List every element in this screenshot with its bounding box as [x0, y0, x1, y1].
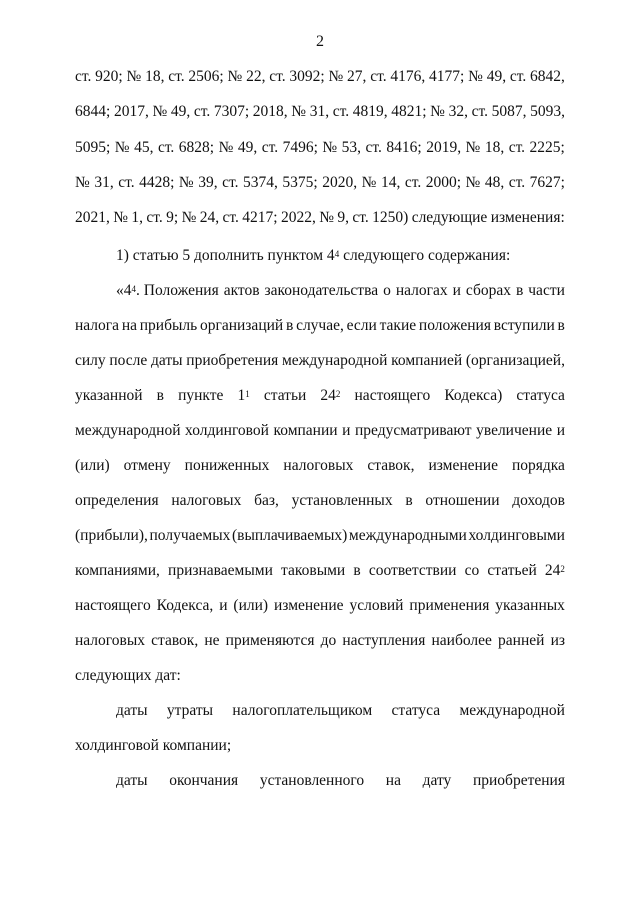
word: 14,	[380, 174, 401, 191]
word: окончания	[169, 772, 239, 789]
word: 6844;	[75, 103, 111, 120]
word: ст.	[118, 174, 135, 191]
word: части	[528, 282, 565, 299]
word: 24,	[199, 209, 220, 226]
word: 4176,	[390, 68, 426, 85]
word: №	[468, 68, 483, 85]
word: налогоплательщиком	[232, 702, 373, 719]
word: №	[465, 174, 481, 191]
word: 27,	[347, 68, 367, 85]
word: ст.	[75, 68, 92, 85]
word: в	[353, 562, 361, 579]
word: 5087,	[491, 103, 527, 120]
word: отмену	[123, 457, 171, 474]
word: №	[178, 174, 194, 191]
text-line	[75, 316, 565, 336]
word: холдинговыми	[468, 527, 565, 544]
word: 48,	[484, 174, 505, 191]
word: 49,	[486, 68, 507, 85]
word: предусматривают	[354, 422, 472, 439]
superscript: 1	[245, 389, 250, 399]
word: организаций	[199, 317, 284, 334]
word: получаемых	[149, 527, 231, 544]
word: ст.	[404, 174, 422, 191]
word: наступления	[342, 632, 426, 649]
word: 4428;	[139, 174, 175, 191]
word: 5375;	[282, 174, 318, 191]
word: настоящего	[75, 597, 151, 614]
word: на	[385, 772, 401, 789]
word: установленного	[259, 772, 365, 789]
word: №	[361, 174, 377, 191]
word: №	[322, 139, 338, 156]
word: положения	[418, 317, 491, 334]
word: компании	[273, 422, 338, 439]
word: настоящего	[354, 387, 431, 404]
word: ст.	[222, 174, 239, 191]
word: ст.	[269, 68, 286, 85]
word: 7307;	[213, 103, 250, 120]
text-line	[75, 421, 565, 441]
word: ст.	[352, 209, 369, 226]
word: налоговых	[75, 632, 145, 649]
word: №	[218, 139, 234, 156]
text-line	[116, 246, 565, 266]
word: случае,	[296, 317, 344, 334]
word: отношении	[425, 492, 500, 509]
word: условий	[349, 597, 404, 614]
word: 6828;	[178, 139, 215, 156]
word: и	[452, 282, 461, 299]
word: Кодекса,	[156, 597, 214, 614]
word: 2021,	[75, 209, 110, 226]
word: налога	[75, 317, 120, 334]
word: на	[121, 317, 137, 334]
text-line	[75, 456, 565, 476]
word: приобретения	[186, 352, 279, 369]
line-text: холдинговой компании;	[75, 737, 232, 754]
word: 6842,	[530, 68, 565, 85]
word: изменение	[274, 597, 344, 614]
word: и	[219, 597, 228, 614]
word: №	[114, 139, 130, 156]
word: вступили	[493, 317, 555, 334]
word: №	[113, 209, 129, 226]
word: дату	[422, 772, 452, 789]
word: ст.	[509, 68, 527, 85]
word: 9,	[337, 209, 350, 226]
text-line	[75, 386, 565, 406]
word: 7627;	[529, 174, 565, 191]
word: налогах	[395, 282, 448, 299]
word: статьи	[263, 387, 307, 404]
word: 49,	[237, 139, 258, 156]
word: 2020,	[322, 174, 358, 191]
word: 7496;	[282, 139, 318, 156]
word: изменения:	[490, 209, 565, 226]
word: 2225;	[529, 139, 565, 156]
word: №	[328, 68, 344, 85]
word: законодательства	[264, 282, 379, 299]
word: 45,	[134, 139, 154, 156]
word: ст.	[222, 209, 239, 226]
word: Кодекса)	[444, 387, 503, 404]
word: 53,	[341, 139, 362, 156]
word: установленных	[291, 492, 393, 509]
word: изменение	[428, 457, 498, 474]
word: ст.	[508, 174, 526, 191]
text-line	[75, 526, 565, 546]
superscript: 2	[560, 564, 565, 574]
text-line	[75, 666, 565, 686]
word: $24^2$	[320, 387, 341, 404]
word: 32,	[448, 103, 468, 120]
word: международной	[75, 422, 181, 439]
text-line	[75, 596, 565, 616]
word: актов	[223, 282, 260, 299]
word: указанной	[75, 387, 143, 404]
word: №	[181, 209, 197, 226]
line-text: следующих дат:	[75, 667, 181, 684]
word: 31,	[309, 103, 330, 120]
word: 5093,	[530, 103, 565, 120]
word: №	[227, 68, 243, 85]
word: ставок,	[367, 457, 415, 474]
word: ст.	[370, 68, 387, 85]
word: 18,	[145, 68, 165, 85]
word: 4821;	[391, 103, 427, 120]
word: в	[285, 317, 294, 334]
word: такие	[379, 317, 417, 334]
word: 1250)	[372, 209, 409, 226]
word: (или)	[75, 457, 110, 474]
word: определения	[75, 492, 159, 509]
word: признаваемыми	[168, 562, 273, 579]
word: утраты	[166, 702, 214, 719]
word: международной	[459, 702, 565, 719]
word: в	[557, 317, 565, 334]
text-line	[116, 701, 565, 721]
word: в	[405, 492, 413, 509]
word: со	[464, 562, 480, 579]
word: 18,	[484, 139, 505, 156]
word: 2017,	[113, 103, 149, 120]
word: ст.	[261, 139, 279, 156]
word: 4177;	[429, 68, 465, 85]
word: увеличение	[476, 422, 553, 439]
word: ст.	[146, 209, 163, 226]
word: из	[550, 632, 565, 649]
text-line	[116, 281, 565, 301]
word: в	[156, 387, 164, 404]
word: 39,	[198, 174, 218, 191]
word: №	[291, 103, 307, 120]
word: №	[319, 209, 335, 226]
word: №	[465, 139, 481, 156]
text-line	[75, 138, 565, 158]
word: прибыль	[139, 317, 198, 334]
word: $1^1$	[237, 387, 250, 404]
word: пониженных	[184, 457, 270, 474]
text-line	[75, 67, 565, 87]
word: силу	[75, 352, 106, 369]
word: (выплачиваемых)	[231, 527, 348, 544]
word: 31,	[94, 174, 114, 191]
word: 2019,	[426, 139, 462, 156]
word: $24^2$	[544, 562, 565, 579]
word: в	[515, 282, 524, 299]
word: 2506;	[188, 68, 224, 85]
superscript: 4	[334, 249, 340, 259]
word: 2022,	[280, 209, 316, 226]
word: статуса	[516, 387, 565, 404]
word: после	[109, 352, 148, 369]
word: применяются	[225, 632, 315, 649]
word: №	[75, 174, 90, 191]
word: ст.	[332, 103, 350, 120]
word: (прибыли),	[75, 527, 148, 544]
word: и	[342, 422, 351, 439]
word: 9;	[166, 209, 179, 226]
word: не	[204, 632, 220, 649]
word: 3092;	[289, 68, 325, 85]
line-text: 1) статью 5 дополнить пунктом $4^4$ следующего содержания:	[116, 247, 511, 264]
text-line	[75, 102, 565, 122]
word: статьей	[487, 562, 537, 579]
word: холдинговой	[185, 422, 269, 439]
word: 2018,	[252, 103, 288, 120]
word: указанных	[495, 597, 565, 614]
word: №	[152, 103, 168, 120]
word: даты	[116, 772, 148, 789]
word: о	[383, 282, 391, 299]
word: пункте	[178, 387, 224, 404]
word: ставок,	[151, 632, 199, 649]
word: 1,	[131, 209, 144, 226]
text-line	[116, 771, 565, 791]
text-line	[75, 173, 565, 193]
word: даты	[116, 702, 148, 719]
word: ст.	[508, 139, 526, 156]
text-line	[75, 491, 565, 511]
word: статуса	[391, 702, 441, 719]
word: приобретения	[472, 772, 565, 789]
word: международными	[348, 527, 467, 544]
word: компаниями,	[75, 562, 160, 579]
word: 8416;	[386, 139, 422, 156]
word: применения	[409, 597, 490, 614]
word: до	[320, 632, 337, 649]
page-number: 2	[316, 33, 324, 50]
text-line	[75, 561, 565, 581]
word: 22,	[246, 68, 266, 85]
word: если	[346, 317, 377, 334]
word: следующие	[411, 209, 488, 226]
word: ст.	[193, 103, 211, 120]
word: 2000;	[425, 174, 462, 191]
word: порядка	[511, 457, 565, 474]
word: ст.	[365, 139, 382, 156]
word: 49,	[170, 103, 191, 120]
word: баз,	[254, 492, 279, 509]
word: налоговых	[283, 457, 354, 474]
word: (или)	[233, 597, 269, 614]
text-line	[75, 208, 565, 228]
word: ст.	[471, 103, 488, 120]
word: международной	[281, 352, 388, 369]
word: ст.	[168, 68, 185, 85]
word: наиболее	[431, 632, 492, 649]
word: ст.	[157, 139, 175, 156]
word: 5095;	[75, 139, 111, 156]
word: таковыми	[281, 562, 346, 579]
superscript: 2	[335, 389, 341, 399]
word: 5374,	[243, 174, 278, 191]
word: налоговых	[171, 492, 242, 509]
text-line	[75, 736, 565, 756]
word: 920;	[95, 68, 123, 85]
word: (организацией,	[465, 352, 565, 369]
word: сборах	[465, 282, 511, 299]
superscript: 4	[131, 284, 136, 294]
word: «$4^4$. Положения	[116, 282, 219, 299]
word: компанией	[391, 352, 463, 369]
word: 4819,	[352, 103, 388, 120]
text-line	[75, 351, 565, 371]
word: доходов	[512, 492, 565, 509]
word: ранней	[498, 632, 545, 649]
word: №	[126, 68, 142, 85]
word: даты	[151, 352, 183, 369]
word: и	[556, 422, 565, 439]
word: 4217;	[242, 209, 278, 226]
word: №	[430, 103, 445, 120]
word: соответствии	[368, 562, 457, 579]
text-line	[75, 631, 565, 651]
